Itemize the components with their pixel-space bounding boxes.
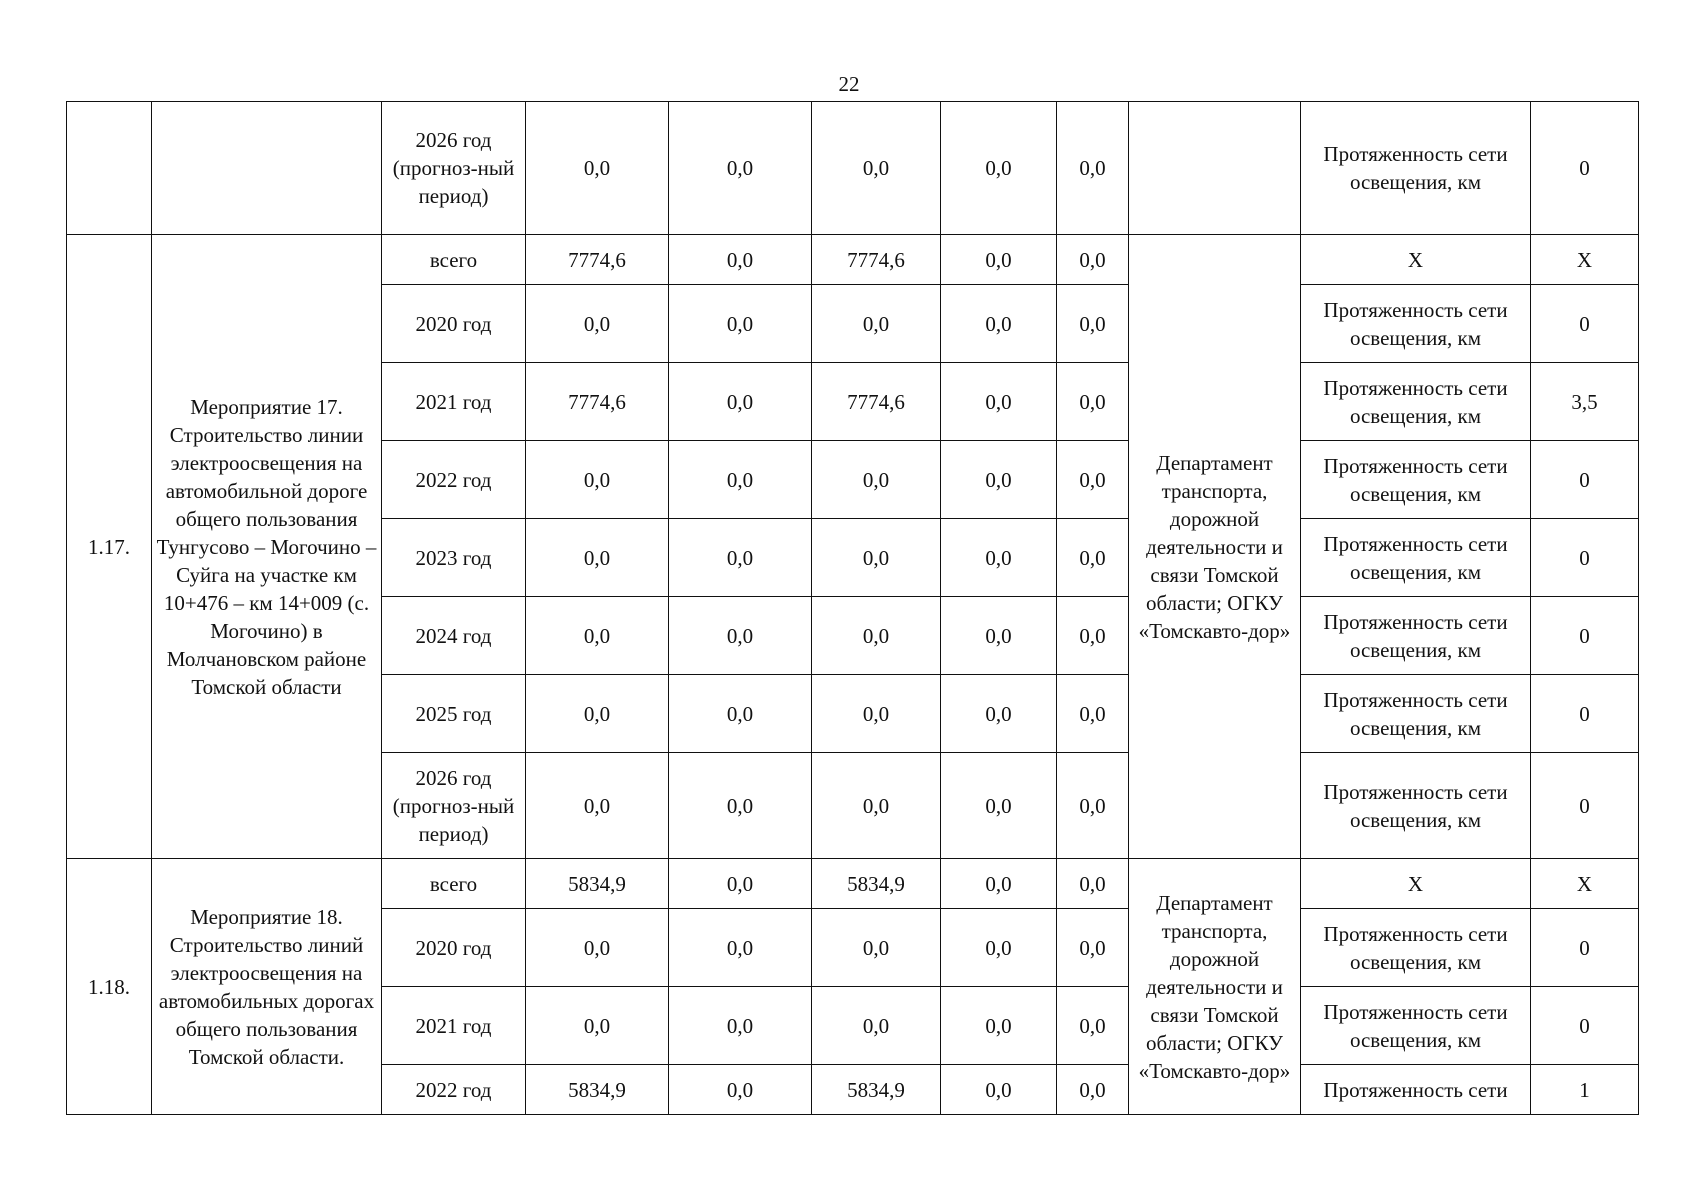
- cell-value: 0,0: [669, 859, 812, 909]
- cell-value: 0,0: [669, 753, 812, 859]
- cell-indicator: Протяженность сети освещения, км: [1301, 675, 1531, 753]
- cell-value: 0,0: [941, 102, 1057, 235]
- cell-indicator: Протяженность сети освещения, км: [1301, 102, 1531, 235]
- cell-indicator: Протяженность сети освещения, км: [1301, 909, 1531, 987]
- table-row: [67, 859, 1639, 909]
- cell-value: 0,0: [812, 102, 941, 235]
- cell-value: 5834,9: [526, 859, 669, 909]
- cell-value: 0,0: [812, 519, 941, 597]
- cell-value: 0,0: [812, 597, 941, 675]
- cell-value: 0,0: [941, 363, 1057, 441]
- cell-value: 0,0: [1057, 597, 1129, 675]
- cell-indicator: Протяженность сети освещения, км: [1301, 519, 1531, 597]
- cell-period: 2026 год (прогноз-ный период): [382, 753, 526, 859]
- cell-value: 0,0: [941, 859, 1057, 909]
- cell-value: 7774,6: [526, 235, 669, 285]
- cell-executor-empty: [1129, 102, 1301, 235]
- cell-period: 2024 год: [382, 597, 526, 675]
- cell-value: 0,0: [1057, 285, 1129, 363]
- cell-value: 0,0: [941, 1065, 1057, 1115]
- cell-name-empty: [152, 102, 382, 235]
- cell-value: 0,0: [812, 285, 941, 363]
- cell-value: 0,0: [669, 597, 812, 675]
- cell-value: 0,0: [669, 675, 812, 753]
- cell-target: 1: [1531, 1065, 1639, 1115]
- cell-value: 5834,9: [526, 1065, 669, 1115]
- cell-value: 0,0: [669, 102, 812, 235]
- cell-indicator: Протяженность сети освещения, км: [1301, 753, 1531, 859]
- cell-value: 0,0: [526, 102, 669, 235]
- cell-value: 0,0: [669, 1065, 812, 1115]
- cell-value: 0,0: [1057, 1065, 1129, 1115]
- cell-value: 0,0: [526, 675, 669, 753]
- cell-indicator: X: [1301, 859, 1531, 909]
- cell-value: 0,0: [669, 519, 812, 597]
- cell-value: 0,0: [526, 753, 669, 859]
- cell-period: 2022 год: [382, 1065, 526, 1115]
- cell-period: 2020 год: [382, 909, 526, 987]
- cell-target: X: [1531, 859, 1639, 909]
- cell-period: 2026 год (прогноз-ный период): [382, 102, 526, 235]
- cell-indicator: Протяженность сети освещения, км: [1301, 597, 1531, 675]
- cell-indicator: Протяженность сети: [1301, 1065, 1531, 1115]
- cell-target: 3,5: [1531, 363, 1639, 441]
- cell-target: 0: [1531, 597, 1639, 675]
- cell-value: 0,0: [812, 909, 941, 987]
- measures-table: [66, 101, 1639, 1115]
- cell-value: 0,0: [941, 753, 1057, 859]
- cell-indicator: Протяженность сети освещения, км: [1301, 285, 1531, 363]
- cell-value: 0,0: [941, 987, 1057, 1065]
- cell-value: 0,0: [1057, 909, 1129, 987]
- cell-target: 0: [1531, 441, 1639, 519]
- cell-value: 0,0: [1057, 102, 1129, 235]
- cell-indicator: Протяженность сети освещения, км: [1301, 363, 1531, 441]
- cell-value: 7774,6: [812, 235, 941, 285]
- cell-value: 5834,9: [812, 1065, 941, 1115]
- cell-value: 5834,9: [812, 859, 941, 909]
- measure-name: Мероприятие 17. Строительство линии электроосвещения на автомобильной дороге общего пользования Тунгусово – Могочино – Суйга на участке км 10+476 – км 14+009 (с. Могочино) в Молчановском районе Томской области: [152, 235, 382, 859]
- cell-value: 0,0: [526, 519, 669, 597]
- cell-period: всего: [382, 235, 526, 285]
- cell-target: 0: [1531, 285, 1639, 363]
- cell-target: 0: [1531, 909, 1639, 987]
- measure-index: 1.17.: [67, 235, 152, 859]
- cell-period: 2021 год: [382, 363, 526, 441]
- cell-indicator: Протяженность сети освещения, км: [1301, 987, 1531, 1065]
- measure-name: Мероприятие 18. Строительство линий электроосвещения на автомобильных дорогах общего пользования Томской области.: [152, 859, 382, 1115]
- measure-index: 1.18.: [67, 859, 152, 1115]
- cell-value: 0,0: [1057, 363, 1129, 441]
- cell-value: 0,0: [812, 987, 941, 1065]
- cell-value: 0,0: [669, 909, 812, 987]
- cell-target: 0: [1531, 987, 1639, 1065]
- cell-value: 0,0: [812, 441, 941, 519]
- cell-period: 2021 год: [382, 987, 526, 1065]
- cell-value: 0,0: [941, 909, 1057, 987]
- cell-period: 2020 год: [382, 285, 526, 363]
- cell-target: 0: [1531, 519, 1639, 597]
- cell-value: 0,0: [941, 441, 1057, 519]
- cell-value: 7774,6: [812, 363, 941, 441]
- cell-value: 7774,6: [526, 363, 669, 441]
- cell-indicator: X: [1301, 235, 1531, 285]
- cell-value: 0,0: [526, 597, 669, 675]
- cell-value: 0,0: [812, 753, 941, 859]
- cell-period: всего: [382, 859, 526, 909]
- cell-target: 0: [1531, 102, 1639, 235]
- cell-value: 0,0: [812, 675, 941, 753]
- cell-value: 0,0: [1057, 675, 1129, 753]
- cell-value: 0,0: [1057, 859, 1129, 909]
- cell-period: 2025 год: [382, 675, 526, 753]
- cell-value: 0,0: [941, 519, 1057, 597]
- cell-index-empty: [67, 102, 152, 235]
- cell-value: 0,0: [941, 597, 1057, 675]
- cell-target: X: [1531, 235, 1639, 285]
- cell-value: 0,0: [1057, 753, 1129, 859]
- measure-executor: Департамент транспорта, дорожной деятельности и связи Томской области; ОГКУ «Томскавто-дор»: [1129, 859, 1301, 1115]
- cell-value: 0,0: [1057, 987, 1129, 1065]
- table-row: [67, 102, 1639, 235]
- cell-value: 0,0: [526, 285, 669, 363]
- cell-value: 0,0: [941, 235, 1057, 285]
- cell-value: 0,0: [669, 235, 812, 285]
- cell-value: 0,0: [669, 285, 812, 363]
- cell-period: 2022 год: [382, 441, 526, 519]
- cell-value: 0,0: [1057, 441, 1129, 519]
- cell-value: 0,0: [526, 441, 669, 519]
- cell-value: 0,0: [526, 987, 669, 1065]
- cell-value: 0,0: [1057, 235, 1129, 285]
- cell-value: 0,0: [669, 987, 812, 1065]
- cell-value: 0,0: [941, 675, 1057, 753]
- page-number: 22: [838, 72, 860, 96]
- cell-value: 0,0: [669, 363, 812, 441]
- cell-period: 2023 год: [382, 519, 526, 597]
- cell-target: 0: [1531, 753, 1639, 859]
- table-row: [67, 235, 1639, 285]
- cell-target: 0: [1531, 675, 1639, 753]
- cell-value: 0,0: [1057, 519, 1129, 597]
- cell-indicator: Протяженность сети освещения, км: [1301, 441, 1531, 519]
- cell-value: 0,0: [669, 441, 812, 519]
- cell-value: 0,0: [941, 285, 1057, 363]
- measure-executor: Департамент транспорта, дорожной деятельности и связи Томской области; ОГКУ «Томскавто-дор»: [1129, 235, 1301, 859]
- cell-value: 0,0: [526, 909, 669, 987]
